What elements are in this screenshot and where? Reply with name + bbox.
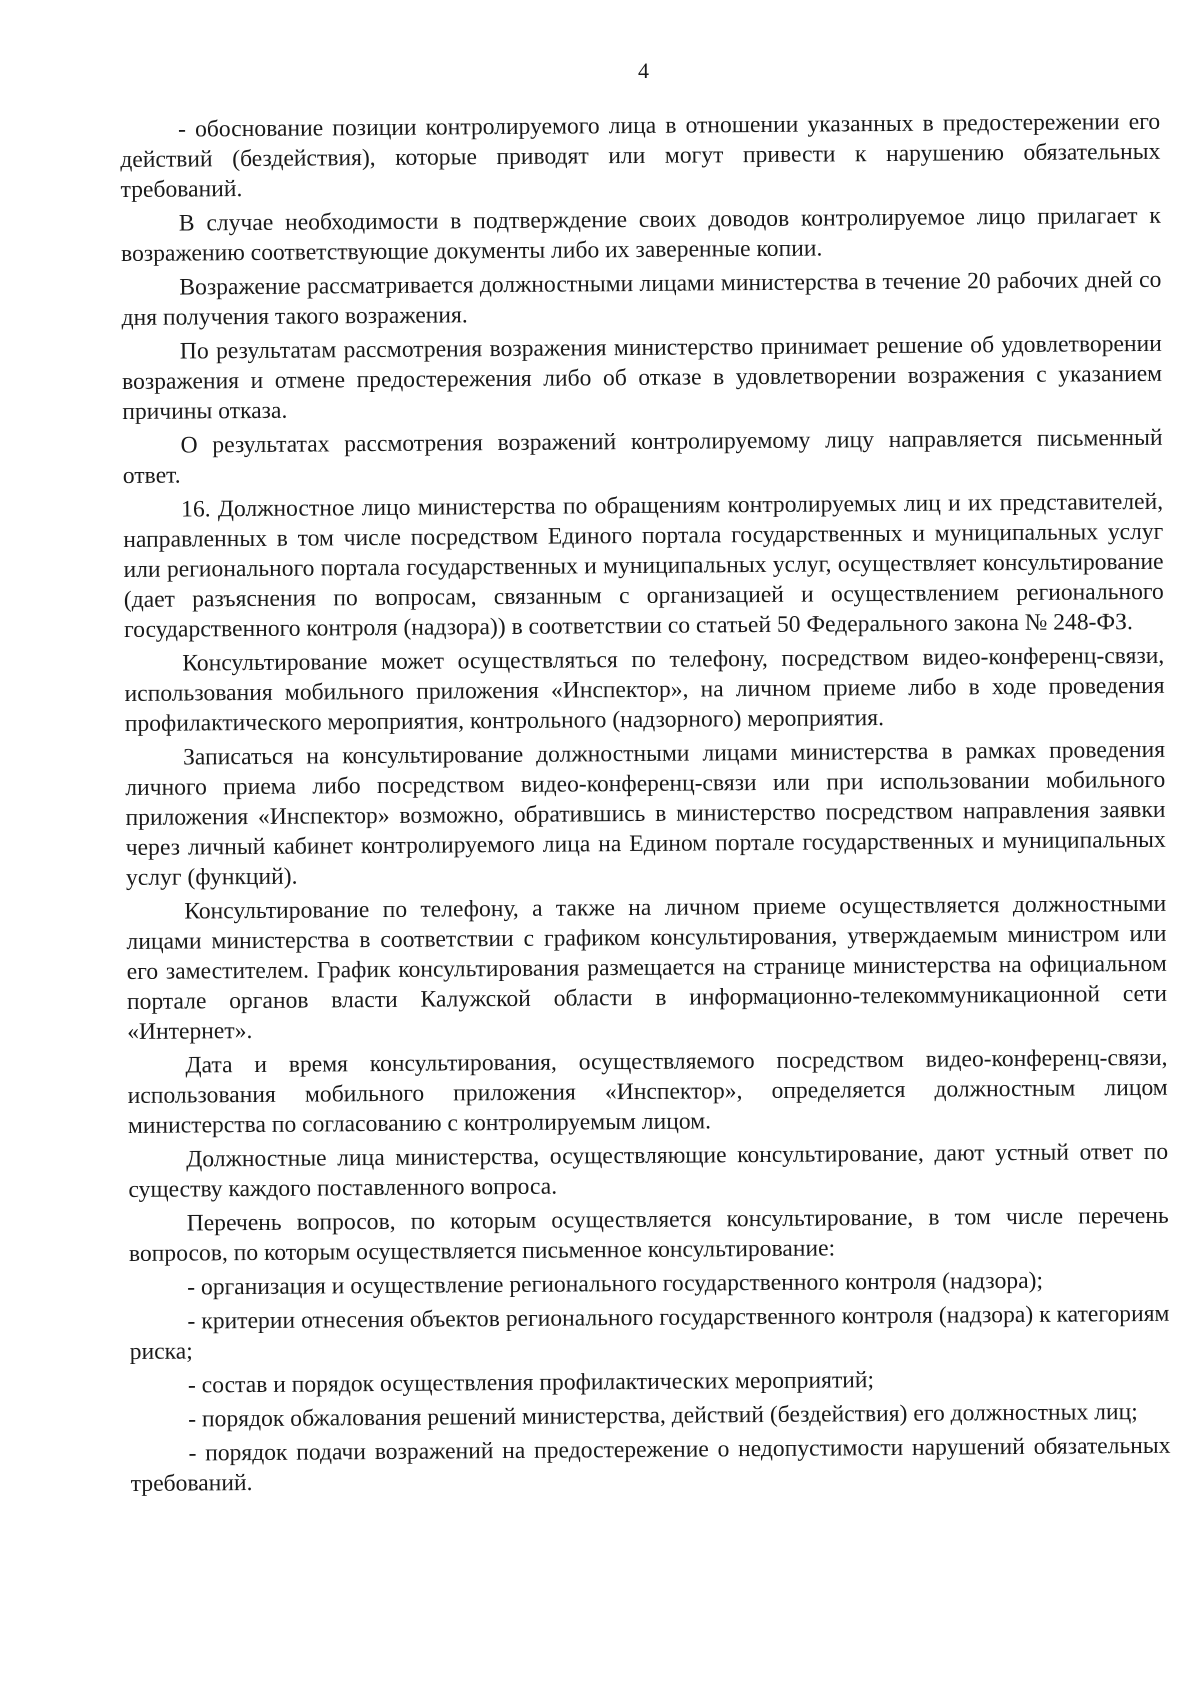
paragraph-consultation-signup: Записаться на консультирование должностными лицами министерства в рамках проведения личного приема либо посредством видео-конференц-связи или при использовании мобильного приложения «Инспектор» возможно, обратившись в министерство посредством направления заявки через личный кабинет контролируемого лица на Едином портале государственных и муниципальных услуг (функций). (125, 736, 1166, 891)
paragraph-section-16: 16. Должностное лицо министерства по обращениям контролируемых лиц и их представителей, направленных в том числе посредством Единого портала государственных и муниципальных услуг или регионального портала государственных и муниципальных услуг, осуществляет консультирование (дает разъяснения по вопросам, связанным с организацией и осуществлением регионального государственного контроля (надзора)) в соответствии со статьей 50 Федерального закона № 248-ФЗ. (123, 488, 1164, 643)
list-item-objection-procedure: - порядок подачи возражений на предостережение о недопустимости нарушений обязательных требований. (130, 1432, 1171, 1497)
paragraph-objection-review-term: Возражение рассматривается должностными лицами министерства в течение 20 рабочих дней со дня получения такого возражения. (121, 266, 1162, 331)
paragraph-supporting-documents: В случае необходимости в подтверждение своих доводов контролируемое лицо прилагает к возражению соответствующие документы либо их заверенные копии. (120, 202, 1161, 267)
paragraph-consultation-methods: Консультирование может осуществляться по телефону, посредством видео-конференц-связи, использования мобильного приложения «Инспектор», на личном приеме либо в ходе проведения профилактического мероприятия, контрольного (надзорного) мероприятия. (124, 642, 1165, 737)
list-item-appeal-procedure: - порядок обжалования решений министерства, действий (бездействия) его должностных лиц; (188, 1399, 1138, 1433)
paragraph-questions-list-intro: Перечень вопросов, по которым осуществляется консультирование, в том числе перечень вопросов, по которым осуществляется письменное консультирование: (128, 1202, 1169, 1267)
list-item-preventive-measures: - состав и порядок осуществления профилактических мероприятий; (187, 1367, 875, 1399)
list-item-control-organization: - организация и осуществление регионального государственного контроля (надзора); (187, 1267, 1044, 1301)
list-item-risk-categories: - критерии отнесения объектов регионального государственного контроля (надзора) к категориям риска; (129, 1300, 1170, 1365)
document-body (120, 107, 1171, 1503)
page-number: 4 (638, 58, 649, 83)
paragraph-written-response: О результатах рассмотрения возражений контролируемому лицу направляется письменный ответ. (122, 424, 1163, 489)
paragraph-objection-decision: По результатам рассмотрения возражения министерство принимает решение об удовлетворении возражения и отмене предостережения либо об отказе в удовлетворении возражения с указанием причины отказа. (121, 330, 1163, 425)
paragraph-consultation-datetime: Дата и время консультирования, осуществляемого посредством видео-конференц-связи, использования мобильного приложения «Инспектор», определяется должностным лицом министерства по согласованию с контролируемым лицом. (127, 1044, 1168, 1139)
paragraph-objection-justification: - обоснование позиции контролируемого лица в отношении указанных в предостережении его действий (бездействия), которые приводят или могут привести к нарушению обязательных требований. (120, 108, 1161, 203)
paragraph-oral-answer: Должностные лица министерства, осуществляющие консультирование, дают устный ответ по существу каждого поставленного вопроса. (128, 1138, 1169, 1203)
paragraph-consultation-schedule: Консультирование по телефону, а также на личном приеме осуществляется должностными лицами министерства в соответствии с графиком консультирования, утверждаемым министром или его заместителем. График консультирования размещается на странице министерства на официальном портале органов власти Калужской области в информационно-телекоммуникационной сети «Интернет». (126, 890, 1168, 1045)
